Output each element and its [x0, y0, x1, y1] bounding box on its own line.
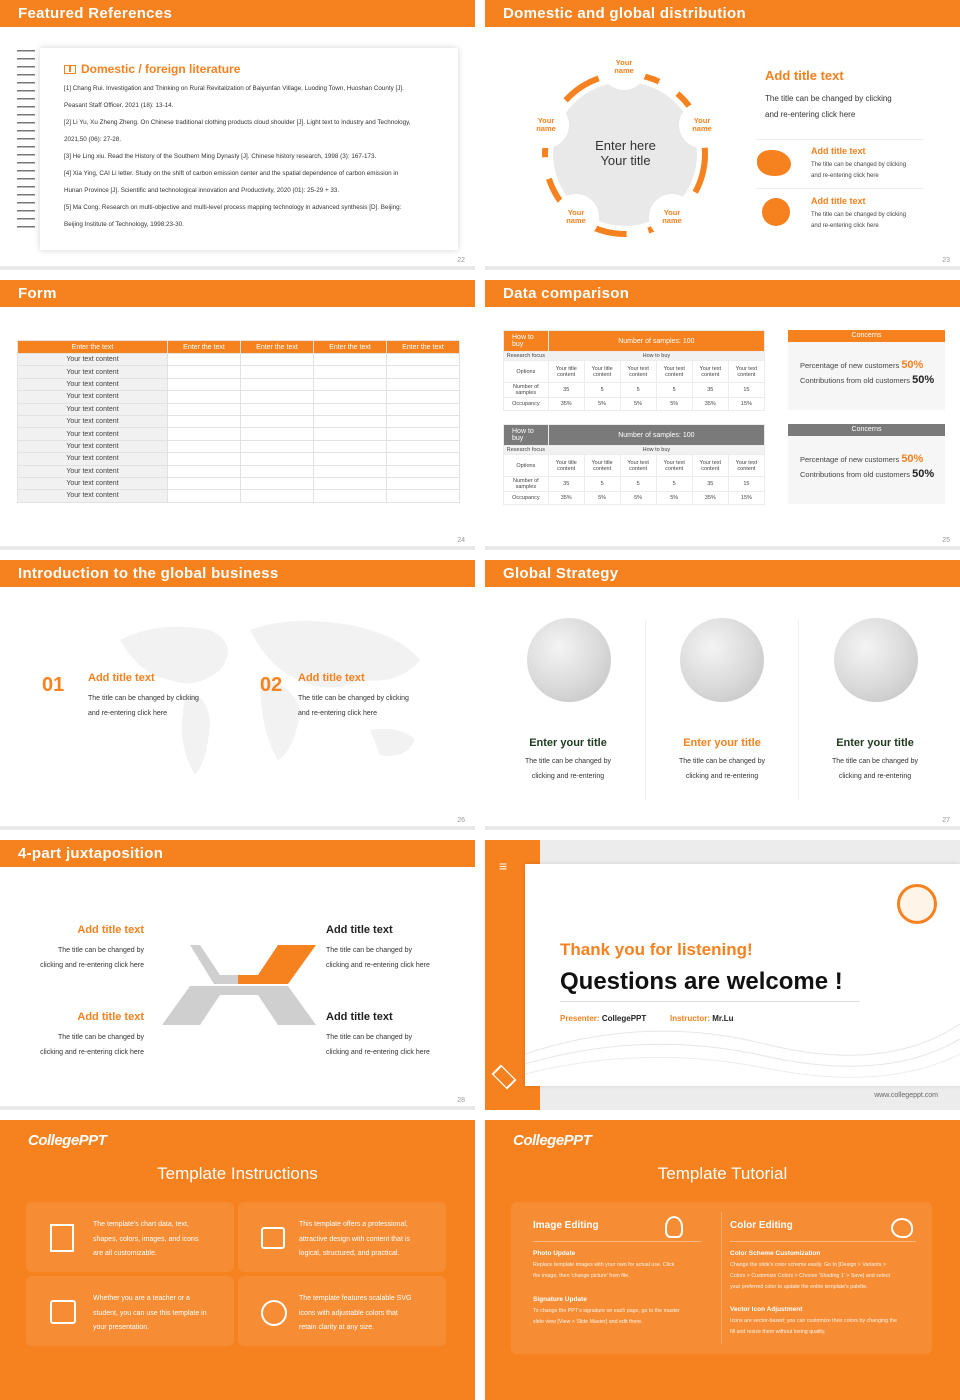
table-cell: Your text content: [656, 361, 692, 383]
percentage-line: Percentage of new customers 50%: [800, 453, 924, 465]
table-cell: 35: [692, 477, 728, 492]
item-desc: The title can be changed by clicking and re-entering click here: [40, 1034, 144, 1056]
item-title: Add title text: [77, 924, 144, 936]
table-cell: [314, 453, 387, 465]
table-cell: Your text content: [18, 490, 168, 502]
table-cell: [314, 415, 387, 427]
slide-thank-you[interactable]: [485, 840, 960, 1110]
panel-text: Change the slide's color scheme easily. Go to [Design > Variants > Colors > Customize Colors > Choose 'Shading 1' > Save] and select your preferred color to update the entire template's palette.: [730, 1262, 890, 1290]
concerns-caption: Concerns: [788, 330, 945, 342]
item-title: Add title text: [77, 1011, 144, 1023]
item-title: Add title text: [811, 196, 866, 206]
table-cell: [168, 378, 241, 390]
page-number: 25: [942, 537, 950, 544]
slide-form[interactable]: [0, 280, 475, 550]
slide-header: Global Strategy: [485, 560, 960, 587]
table-cell: [387, 440, 460, 452]
table-cell: 5: [584, 383, 620, 398]
thanks-text: Thank you for listening!: [560, 940, 753, 959]
brand-logo: CollegePPT: [28, 1132, 107, 1149]
table-row: [18, 415, 460, 427]
panel-heading: Image Editing: [533, 1220, 599, 1231]
table-head: How to buy: [504, 425, 549, 446]
table-cell: Your text content: [692, 361, 728, 383]
presenter-line: Presenter: CollegePPT: [560, 1014, 647, 1023]
slide-four-part[interactable]: [0, 840, 475, 1110]
reference-line: [4] Xia Ying, CAI Li letter. Study on the shift of carbon emission center and the spatial dependence of carbon emission in: [64, 170, 399, 177]
table-cell: Your title content: [584, 455, 620, 477]
slide-header: Form: [0, 280, 475, 307]
table-cell: [314, 354, 387, 366]
table-cell: 5%: [656, 492, 692, 505]
slide-template-tutorial[interactable]: [485, 1120, 960, 1400]
table-cell: 5%: [584, 398, 620, 411]
item-title: Add title text: [298, 672, 365, 684]
table-cell: 5: [656, 477, 692, 492]
side-desc: The title can be changed by clicking and re-entering click here: [765, 94, 892, 119]
column-header: Enter the text: [314, 341, 387, 354]
concerns-box: [788, 424, 945, 504]
table-cell: 35%: [692, 492, 728, 505]
table-cell: 35: [692, 383, 728, 398]
strategy-desc: The title can be changed by clicking and re-entering: [678, 758, 765, 780]
table-row: [18, 378, 460, 390]
table-row: [18, 391, 460, 403]
panel-subheading: Vector Icon Adjustment: [730, 1306, 803, 1313]
table-cell: [314, 440, 387, 452]
percentage-line: Percentage of new customers 50%: [800, 359, 924, 371]
juxtaposition-diagram: [160, 940, 320, 1030]
panel-subheading: Photo Update: [533, 1250, 576, 1257]
table-cell: [387, 354, 460, 366]
table-cell: Your text content: [728, 455, 764, 477]
table-cell: Occupancy: [504, 492, 549, 505]
concerns-caption: Concerns: [788, 424, 945, 436]
table-cell: 15: [728, 477, 764, 492]
item-desc: The title can be changed by clicking and re-entering click here: [40, 947, 144, 969]
slide-title: Template Tutorial: [657, 1164, 788, 1183]
table-cell: [168, 428, 241, 440]
table-row: [18, 453, 460, 465]
table-cell: [241, 415, 314, 427]
table-cell: [314, 378, 387, 390]
wave-mesh-background: [525, 984, 960, 1086]
table-cell: Options: [504, 455, 549, 477]
table-cell: 5%: [584, 492, 620, 505]
instruction-text: The template's chart data, text, shapes, colors, images, and icons are all customizable.: [93, 1221, 199, 1257]
table-cell: 5%: [620, 492, 656, 505]
table-cell: [241, 453, 314, 465]
item-desc: The title can be changed by clicking and re-entering click here: [326, 1034, 430, 1056]
table-cell: 5: [620, 383, 656, 398]
page-number: 28: [457, 1097, 465, 1104]
table-row: [18, 465, 460, 477]
table-row: [18, 403, 460, 415]
strategy-desc: The title can be changed by clicking and re-entering: [524, 758, 611, 780]
table-head: How to buy: [504, 331, 549, 352]
table-cell: Occupancy: [504, 398, 549, 411]
table-cell: [168, 490, 241, 502]
item-desc: The title can be changed by clicking and re-entering click here: [298, 695, 409, 717]
table-cell: [168, 453, 241, 465]
column-header: Enter the text: [18, 341, 168, 354]
globe-icon: [680, 618, 764, 702]
reference-line: Peasant Staff Officer, 2021 (18): 13-14.: [64, 102, 174, 109]
table-cell: Research focus: [504, 352, 549, 361]
slide-title: Template Instructions: [157, 1164, 318, 1183]
globe-icon: [762, 198, 790, 226]
table-cell: [314, 428, 387, 440]
table-row: [18, 428, 460, 440]
column-header: Enter the text: [241, 341, 314, 354]
table-cell: [241, 465, 314, 477]
menu-icon[interactable]: ≡: [499, 858, 508, 874]
item-title: Add title text: [811, 146, 866, 156]
reference-line: [2] Li Yu, Xu Zheng Zheng. On Chinese traditional clothing products cloud shoulder [J]. Light text to Industry and Technology,: [64, 119, 411, 126]
table-cell: Your text content: [18, 354, 168, 366]
table-cell: Your title content: [584, 361, 620, 383]
table-cell: [168, 354, 241, 366]
table-cell: Your text content: [18, 415, 168, 427]
item-title: Add title text: [88, 672, 155, 684]
page-number: 26: [457, 817, 465, 824]
table-row: [18, 366, 460, 378]
table-cell: 5: [656, 383, 692, 398]
globe-icon: [834, 618, 918, 702]
letter-b: B: [247, 993, 256, 1007]
college-seal-icon: [897, 884, 937, 924]
table-cell: [168, 403, 241, 415]
reference-title: Domestic / foreign literature: [64, 62, 440, 76]
reference-line: Beijing Institute of Technology, 1998:23-30.: [64, 221, 184, 228]
center-title: Enter here Your title: [595, 138, 656, 168]
table-cell: [387, 391, 460, 403]
page-number: 24: [457, 537, 465, 544]
lightbulb-icon: [665, 1216, 683, 1238]
reference-line: [1] Chang Rui. Investigation and Thinking on Rural Revitalization of Baiyunfan Village, Luoding Town, Huoshan County [J].: [64, 85, 404, 92]
item-number: 02: [260, 674, 283, 696]
table-head: Number of samples: 100: [548, 425, 764, 446]
table-cell: Your text content: [18, 453, 168, 465]
table-cell: [314, 391, 387, 403]
item-desc: The title can be changed by clicking and re-entering click here: [88, 695, 199, 717]
column-header: Enter the text: [387, 341, 460, 354]
table-cell: [387, 403, 460, 415]
slide-template-instructions[interactable]: [0, 1120, 475, 1400]
table-cell: How to buy: [548, 352, 764, 361]
reference-line: Hunan Province [J]. Scientific and technological innovation and Productivity, 2020 (01): 25-29 + 33.: [64, 187, 340, 194]
table-cell: [314, 490, 387, 502]
table-cell: 35: [548, 383, 584, 398]
basketball-icon: [261, 1300, 287, 1326]
table-cell: [387, 477, 460, 489]
table-cell: 35: [548, 477, 584, 492]
presenter-icon: [50, 1300, 76, 1324]
table-cell: 35%: [692, 398, 728, 411]
brand-logo: CollegePPT: [513, 1132, 592, 1149]
questions-text: Questions are welcome !: [560, 968, 843, 995]
table-cell: Your text content: [18, 465, 168, 477]
table-cell: [387, 415, 460, 427]
table-cell: 5%: [656, 398, 692, 411]
panel-subheading: Color Scheme Customization: [730, 1250, 821, 1257]
table-cell: [168, 391, 241, 403]
table-cell: [241, 378, 314, 390]
letter-a: A: [247, 964, 256, 978]
comparison-table: [503, 424, 765, 505]
column-header: Enter the text: [168, 341, 241, 354]
panel-heading: Color Editing: [730, 1220, 793, 1231]
table-cell: Your text content: [18, 477, 168, 489]
table-cell: Your text content: [656, 455, 692, 477]
reference-card: [40, 48, 458, 250]
table-cell: [387, 378, 460, 390]
table-cell: Your text content: [620, 361, 656, 383]
table-cell: Number of samples: [504, 383, 549, 398]
table-cell: Your title content: [548, 361, 584, 383]
table-cell: [387, 465, 460, 477]
table-cell: Options: [504, 361, 549, 383]
table-cell: Number of samples: [504, 477, 549, 492]
table-cell: Your text content: [18, 378, 168, 390]
table-cell: Your text content: [18, 366, 168, 378]
form-table: [17, 340, 460, 503]
table-cell: Your text content: [18, 440, 168, 452]
item-title: Add title text: [326, 1011, 393, 1023]
table-cell: [168, 366, 241, 378]
table-cell: [241, 440, 314, 452]
reference-line: [5] Ma Cong. Research on multi-objective and multi-level process mapping technology in advanced synthesis [D]. Beijing:: [64, 204, 402, 211]
globe-icon: [527, 618, 611, 702]
strategy-title: Enter your title: [836, 737, 914, 749]
percentage-line: Contributions from old customers 50%: [800, 468, 935, 480]
instruction-text: This template offers a professional, attractive design with content that is logical, structured, and practical.: [299, 1221, 410, 1257]
page-number: 22: [457, 257, 465, 264]
strategy-desc: The title can be changed by clicking and re-entering: [831, 758, 918, 780]
table-cell: Your text content: [18, 403, 168, 415]
table-cell: 5: [584, 477, 620, 492]
table-cell: [168, 477, 241, 489]
table-cell: [314, 465, 387, 477]
slide-global-strategy[interactable]: [485, 560, 960, 830]
china-map-icon: [757, 150, 791, 176]
table-cell: [241, 490, 314, 502]
panel-text: Replace template images with your own for actual use. Click the image, then 'change picture' from file.: [533, 1262, 675, 1279]
table-cell: [314, 477, 387, 489]
item-desc: The title can be changed by clicking and re-entering click here: [811, 162, 907, 179]
table-cell: Your title content: [548, 455, 584, 477]
slide-header: Featured References: [0, 0, 475, 27]
strategy-title: Enter your title: [529, 737, 607, 749]
table-cell: Your text content: [18, 391, 168, 403]
slide-header: 4-part juxtaposition: [0, 840, 475, 867]
table-cell: Your text content: [620, 455, 656, 477]
reference-line: 2021,50 (06): 27-28.: [64, 136, 122, 143]
side-title: Add title text: [765, 68, 844, 83]
palette-icon: [891, 1218, 913, 1238]
slide-global-business[interactable]: [0, 560, 475, 830]
comparison-table: [503, 330, 765, 411]
table-cell: [168, 440, 241, 452]
spiral-binding: [17, 50, 37, 234]
spoke-name: Your name: [601, 44, 647, 90]
table-cell: 5%: [620, 398, 656, 411]
item-title: Add title text: [326, 924, 393, 936]
table-row: [18, 440, 460, 452]
slide-header: Domestic and global distribution: [485, 0, 960, 27]
percentage-line: Contributions from old customers 50%: [800, 374, 935, 386]
instructor-line: Instructor: Mr.Lu: [670, 1014, 734, 1023]
table-cell: Your text content: [728, 361, 764, 383]
table-cell: [241, 403, 314, 415]
table-cell: [387, 490, 460, 502]
panel-text: To change the PPT's signature on each page, go to the master slide view [View > Slide Master] and edit there.: [533, 1308, 680, 1325]
instruction-text: The template features scalable SVG icons with adjustable colors that retain clarity at any size.: [299, 1295, 412, 1331]
table-cell: Your text content: [692, 455, 728, 477]
spoke-name: Your name: [679, 102, 725, 148]
item-desc: The title can be changed by clicking and re-entering click here: [326, 947, 430, 969]
item-desc: The title can be changed by clicking and re-entering click here: [811, 212, 907, 229]
table-cell: [241, 391, 314, 403]
table-cell: 35%: [548, 398, 584, 411]
reference-line: [3] He Ling xiu. Read the History of the Southern Ming Dynasty [J]. Chinese history research, 1998 (3): 167-173.: [64, 153, 377, 160]
concerns-box: [788, 330, 945, 410]
table-row: [18, 354, 460, 366]
table-head: Number of samples: 100: [548, 331, 764, 352]
table-cell: [241, 428, 314, 440]
panel-subheading: Signature Update: [533, 1296, 587, 1303]
table-cell: 15%: [728, 492, 764, 505]
table-row: [18, 477, 460, 489]
document-icon: [50, 1224, 74, 1252]
strategy-title: Enter your title: [683, 737, 761, 749]
slide-references[interactable]: [0, 0, 475, 270]
table-cell: [168, 465, 241, 477]
table-cell: [387, 366, 460, 378]
panel-text: Icons are vector-based; you can customize their colors by changing the fill and resize them without losing quality.: [730, 1318, 897, 1335]
table-cell: 15: [728, 383, 764, 398]
book-icon: [64, 65, 76, 74]
table-cell: [314, 403, 387, 415]
page-number: 23: [942, 257, 950, 264]
slide-header: Data comparison: [485, 280, 960, 307]
table-cell: How to buy: [548, 446, 764, 455]
table-cell: [241, 354, 314, 366]
instruction-text: Whether you are a teacher or a student, you can use this template in your presentation.: [93, 1295, 207, 1331]
spoke-name: Your name: [553, 194, 599, 240]
table-row: [18, 490, 460, 502]
letter-c: C: [219, 993, 228, 1007]
table-cell: [241, 366, 314, 378]
table-cell: 35%: [548, 492, 584, 505]
slide-header: Introduction to the global business: [0, 560, 475, 587]
table-cell: [387, 428, 460, 440]
table-cell: 5: [620, 477, 656, 492]
table-cell: [241, 477, 314, 489]
letter-d: D: [219, 964, 228, 978]
slide-distribution[interactable]: [485, 0, 960, 270]
table-cell: Research focus: [504, 446, 549, 455]
table-cell: [387, 453, 460, 465]
layout-icon: [261, 1227, 285, 1249]
table-cell: Your text content: [18, 428, 168, 440]
website-url[interactable]: www.collegeppt.com: [874, 1092, 938, 1099]
item-number: 01: [42, 674, 65, 696]
spoke-name: Your name: [649, 194, 695, 240]
table-cell: 15%: [728, 398, 764, 411]
spoke-name: Your name: [523, 102, 569, 148]
page-number: 27: [942, 817, 950, 824]
table-cell: [168, 415, 241, 427]
table-cell: [314, 366, 387, 378]
slide-data-comparison[interactable]: [485, 280, 960, 550]
